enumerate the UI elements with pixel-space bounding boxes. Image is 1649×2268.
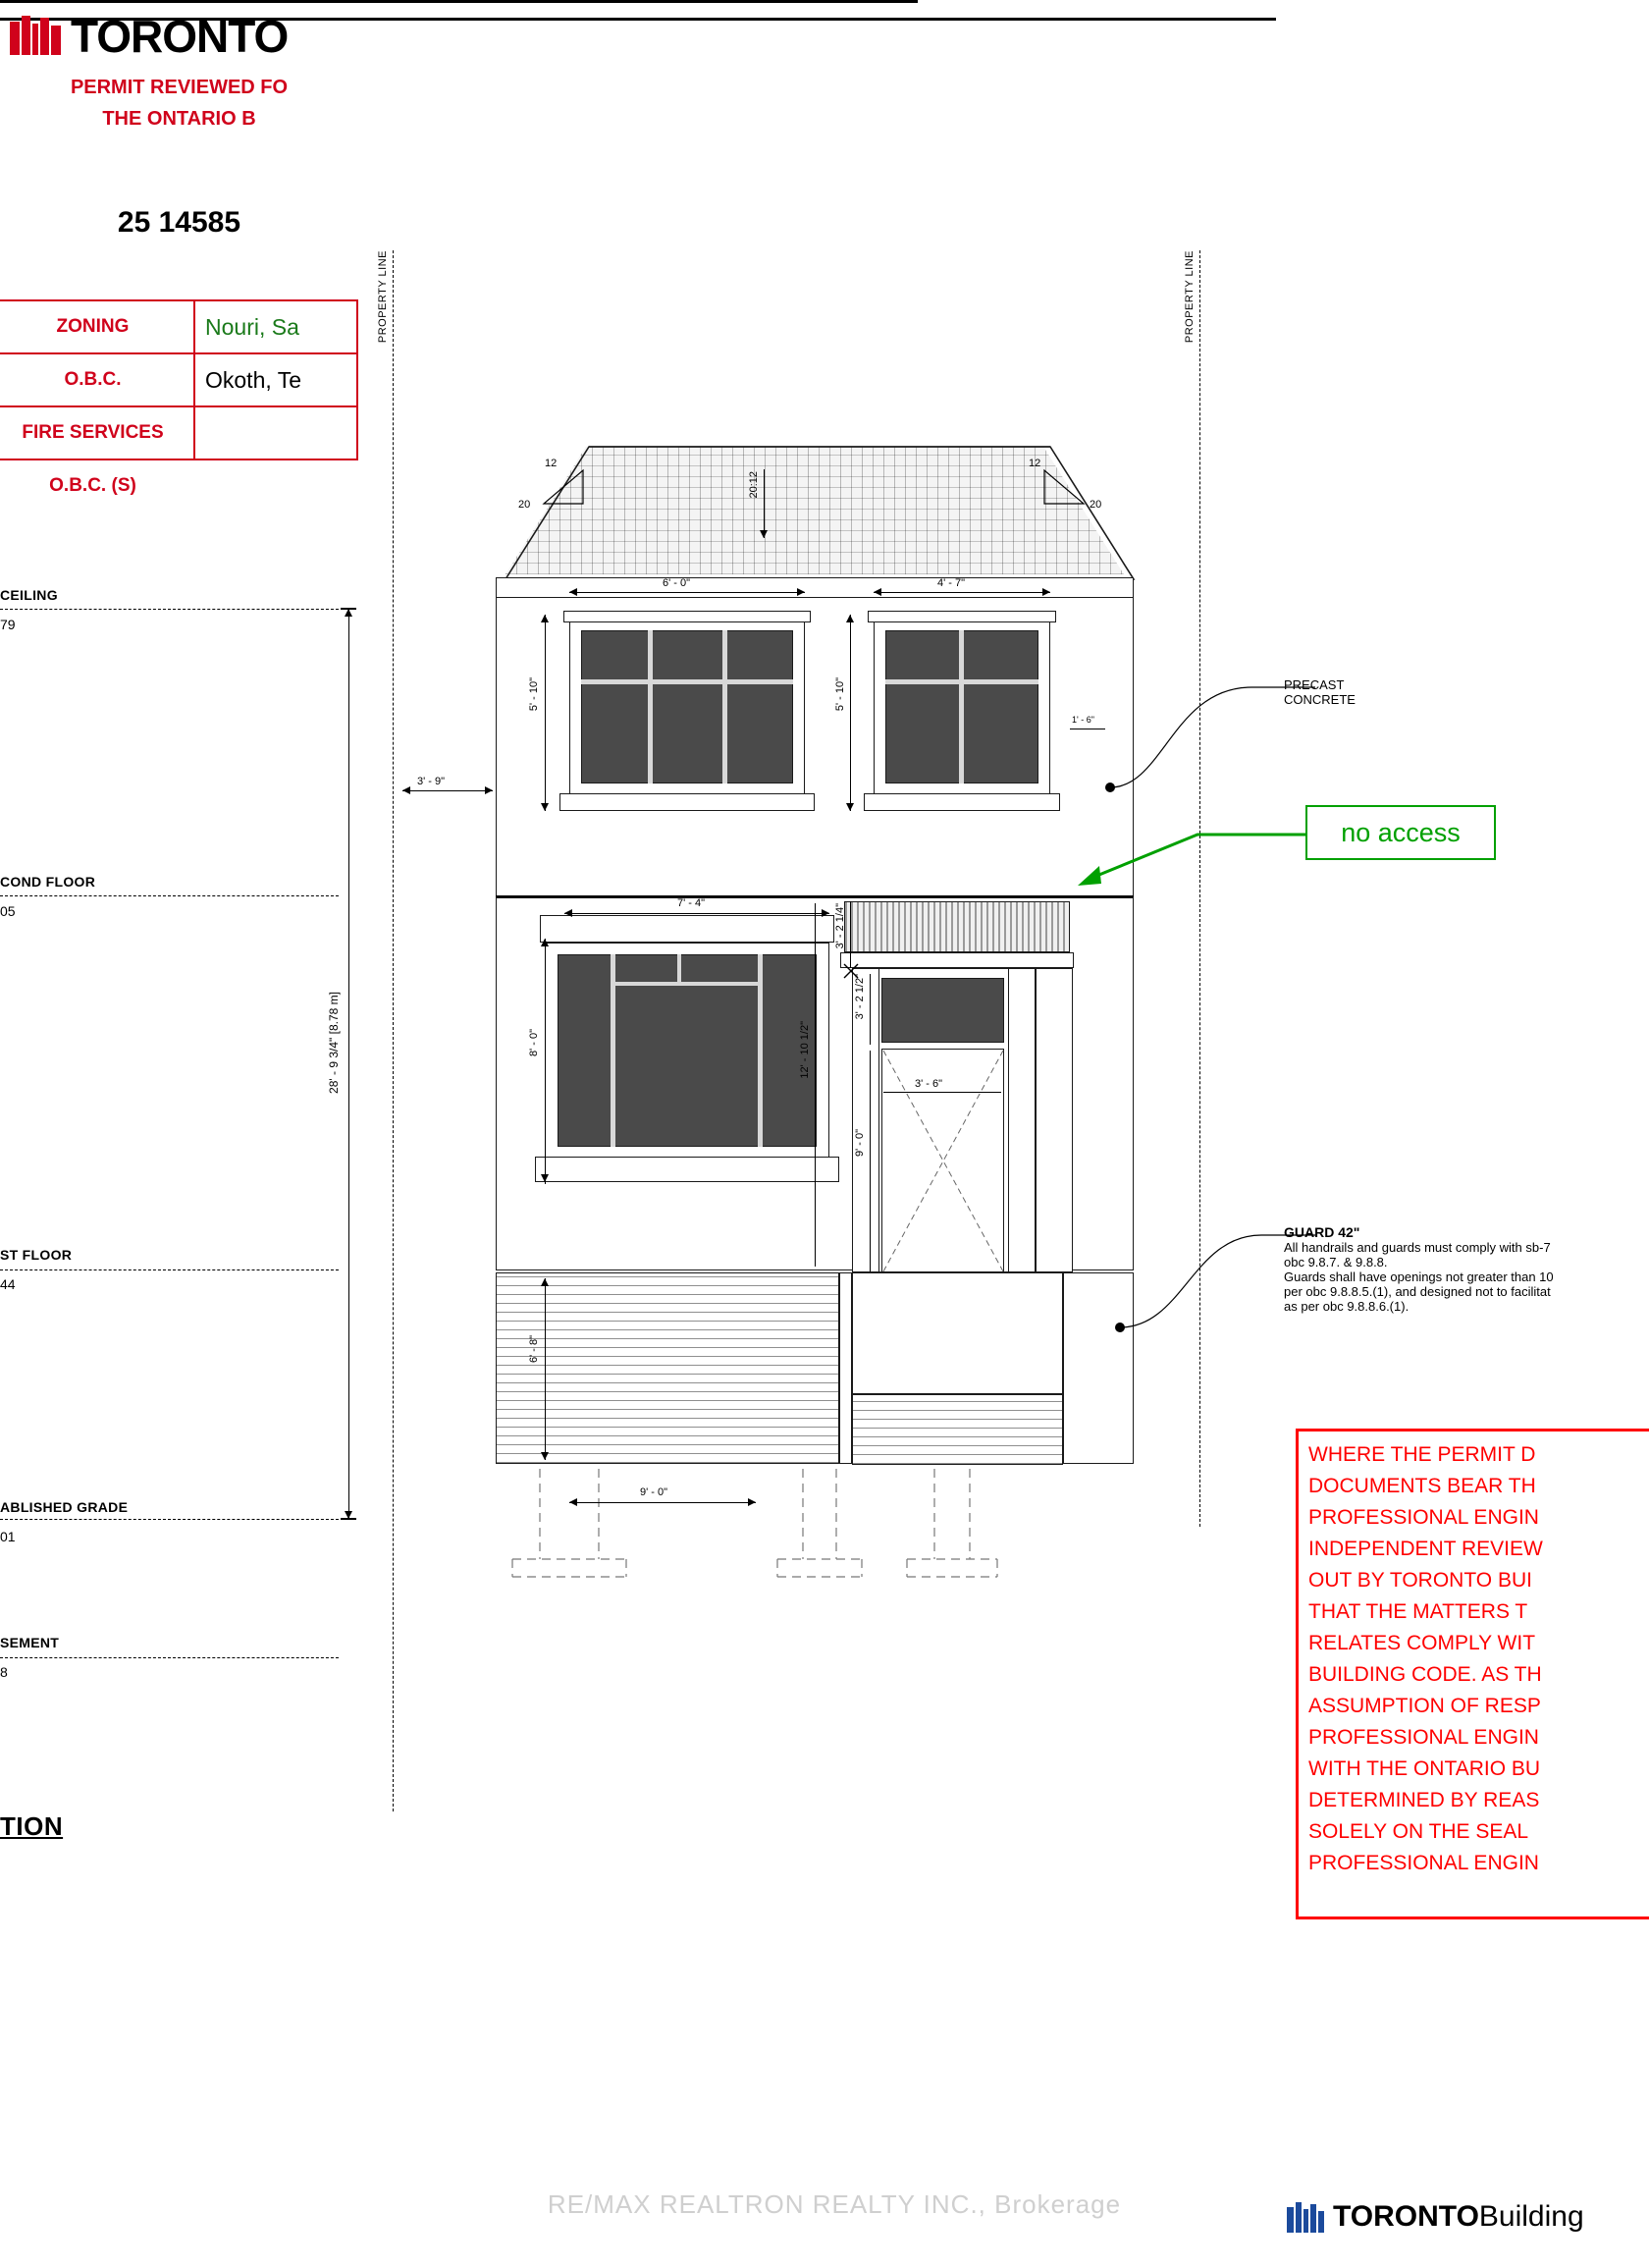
- level-value-basement: 8: [0, 1664, 8, 1680]
- dim-upper-left-height-arrow-u: [541, 615, 549, 622]
- roof-pitch-left-run: 20: [518, 499, 531, 511]
- window-upper-right-header: [868, 611, 1056, 622]
- dim-upper-left-width-text: 6' - 0": [663, 577, 691, 589]
- toronto-building-logo-icon: [1286, 2199, 1325, 2235]
- window-main-mullion-h: [611, 982, 763, 986]
- roof-pitch-right-rise: 12: [1029, 458, 1041, 469]
- toronto-logo-icon: [8, 12, 65, 57]
- footer-brand-bold: TORONTO: [1333, 2200, 1479, 2233]
- dim-upper-right-height-arrow-u: [846, 615, 854, 622]
- level-line-first-floor: [0, 1269, 339, 1270]
- disclaimer-line-10: PROFESSIONAL ENGIN: [1308, 1726, 1539, 1749]
- level-line-basement: [0, 1657, 339, 1658]
- dim-main-window-height-arrow-u: [541, 939, 549, 946]
- dim-base-height-text: 6' - 8": [528, 1335, 540, 1364]
- guard-callout: [1284, 1225, 1647, 1314]
- dim-upper-right-width-text: 4' - 7": [937, 577, 966, 589]
- stamp-row-zoning-value: Nouri, Sa: [194, 300, 357, 353]
- permit-disclaimer-box: [1296, 1429, 1649, 1919]
- dim-first-floor-height-text: 12' - 10 1/2": [799, 1021, 811, 1079]
- dim-main-window-height-arrow-d: [541, 1174, 549, 1182]
- level-label-ceiling: CEILING: [0, 587, 58, 603]
- disclaimer-line-8: BUILDING CODE. AS TH: [1308, 1663, 1542, 1686]
- level-value-ceiling: 79: [0, 617, 16, 632]
- dim-base-height-arrow-d: [541, 1452, 549, 1460]
- dim-upper-right-height-line: [850, 615, 851, 811]
- dim-door-height-line: [870, 1051, 871, 1271]
- dim-foundation-width-text: 9' - 0": [640, 1486, 668, 1498]
- precast-callout-line2: CONCRETE: [1284, 692, 1356, 707]
- window-upper-left-sill: [559, 793, 815, 811]
- dim-door-height-text: 9' - 0": [854, 1129, 866, 1158]
- window-upper-right-mullion-v: [959, 630, 964, 783]
- overall-height-dim-line: [348, 609, 349, 1519]
- window-upper-left-mullion-h: [581, 679, 793, 684]
- porch-steps: [852, 1394, 1063, 1465]
- dim-upper-right-width-arrow-r: [1042, 588, 1050, 596]
- level-label-established-grade: ABLISHED GRADE: [0, 1499, 129, 1515]
- overall-height-tick-top: [341, 608, 356, 610]
- disclaimer-line-6: THAT THE MATTERS T: [1308, 1600, 1528, 1623]
- roof-outline: [501, 442, 1139, 589]
- guard-callout-line5: as per obc 9.8.8.6.(1).: [1284, 1299, 1410, 1314]
- no-access-leader-arrow: [1070, 805, 1315, 913]
- dim-band-height-text: 3' - 2 1/4": [834, 903, 846, 949]
- brokerage-watermark: RE/MAX REALTRON REALTY INC., Brokerage: [547, 2189, 1122, 2219]
- roof-slope-center-text: 20:12: [748, 471, 760, 499]
- dim-upper-left-height-line: [545, 615, 546, 811]
- dim-upper-left-width-arrow-r: [797, 588, 805, 596]
- dim-base-height-line: [545, 1278, 546, 1460]
- level-value-established-grade: 01: [0, 1529, 16, 1544]
- dim-setback-arrow-l: [402, 786, 410, 794]
- drawing-title: TION: [0, 1811, 64, 1841]
- dim-upper-right-height-text: 5' - 10": [834, 677, 846, 712]
- overall-height-tick-bottom: [341, 1518, 356, 1520]
- permit-stamp: [0, 3, 358, 1967]
- main-window-head-trim: [540, 915, 834, 943]
- stamp-row-obcs-label: O.B.C. (S): [0, 459, 194, 512]
- dim-upper-left-width-line: [569, 592, 805, 593]
- overall-height-dim-text: 28' - 9 3/4" [8.78 m]: [327, 992, 341, 1094]
- dim-door-width-line: [883, 1092, 1001, 1093]
- dim-upper-right-width-line: [874, 592, 1050, 593]
- window-upper-left-header: [563, 611, 811, 622]
- entry-outer-pilaster: [1036, 968, 1073, 1272]
- entry-right-pilaster: [1008, 968, 1036, 1272]
- foundation-dashed-outline: [491, 1469, 1139, 1579]
- dim-main-window-height-line: [545, 939, 546, 1184]
- dim-main-window-width-arrow-l: [564, 909, 572, 917]
- roof-pitch-triangle-left: [540, 466, 587, 508]
- stamp-row-zoning-label: ZONING: [0, 300, 194, 353]
- dim-upper-left-height-text: 5' - 10": [528, 677, 540, 712]
- window-main-sill: [535, 1157, 839, 1182]
- level-line-established-grade: [0, 1519, 339, 1520]
- precast-callout: [1284, 677, 1356, 707]
- disclaimer-line-3: PROFESSIONAL ENGIN: [1308, 1506, 1539, 1529]
- dim-main-window-width-text: 7' - 4": [677, 897, 706, 909]
- level-value-second-floor: 05: [0, 903, 16, 919]
- level-label-first-floor: ST FLOOR: [0, 1247, 73, 1263]
- table-row: [0, 406, 357, 459]
- footer-brand-light: Building: [1478, 2200, 1584, 2233]
- table-row: [0, 353, 357, 406]
- no-access-label: no access: [1341, 817, 1461, 847]
- footer-brand-text: [1333, 2200, 1584, 2234]
- dim-upper-left-width-arrow-l: [569, 588, 577, 596]
- base-siding-left: [496, 1272, 839, 1464]
- guard-callout-line1: All handrails and guards must comply with sb-7: [1284, 1240, 1551, 1255]
- door-transom-glass: [881, 978, 1004, 1043]
- toronto-building-footer: [1286, 2199, 1584, 2235]
- disclaimer-line-4: INDEPENDENT REVIEW: [1308, 1538, 1543, 1560]
- stamp-row-obc-label: O.B.C.: [0, 353, 194, 406]
- precast-callout-line1: PRECAST: [1284, 677, 1345, 692]
- dim-base-height-arrow-u: [541, 1278, 549, 1286]
- property-line-left: [393, 250, 394, 1811]
- dim-band-height-line: [850, 901, 851, 968]
- level-label-basement: SEMENT: [0, 1635, 60, 1650]
- table-row: [0, 300, 357, 353]
- permit-reviewed-line2: THE ONTARIO B: [102, 108, 256, 130]
- window-upper-left-glass: [581, 630, 793, 783]
- toronto-wordmark: TORONTO: [71, 11, 289, 62]
- guard-callout-line3: Guards shall have openings not greater than 10: [1284, 1269, 1554, 1284]
- dim-precast-projection-text: 1' - 6": [1072, 715, 1094, 725]
- disclaimer-line-14: PROFESSIONAL ENGIN: [1308, 1852, 1539, 1874]
- property-line-right-label: PROPERTY LINE: [1184, 250, 1196, 344]
- permit-approval-table: [0, 299, 358, 512]
- stamp-row-obcs-value: [194, 459, 357, 512]
- window-main-mullion-v3: [677, 954, 681, 984]
- roof-pitch-left-rise: 12: [545, 458, 558, 469]
- level-line-second-floor: [0, 895, 339, 896]
- stamp-row-fire-value: [194, 406, 357, 459]
- disclaimer-line-2: DOCUMENTS BEAR TH: [1308, 1475, 1536, 1497]
- disclaimer-line-9: ASSUMPTION OF RESP: [1308, 1695, 1541, 1717]
- dim-main-window-height-text: 8' - 0": [528, 1029, 540, 1057]
- dim-upper-right-height-arrow-d: [846, 803, 854, 811]
- window-upper-left-mullion-v2: [722, 630, 727, 783]
- dim-foundation-width-line: [569, 1502, 756, 1503]
- dim-door-transom-line: [870, 974, 871, 1045]
- dim-setback-arrow-r: [485, 786, 493, 794]
- window-upper-left-mullion-v1: [648, 630, 653, 783]
- disclaimer-line-5: OUT BY TORONTO BUI: [1308, 1569, 1532, 1592]
- guard-callout-line4: per obc 9.8.8.5.(1), and designed not to facilitat: [1284, 1284, 1551, 1299]
- level-line-ceiling: [0, 609, 339, 610]
- dim-upper-right-width-arrow-l: [874, 588, 881, 596]
- precast-band-sill: [840, 952, 1074, 968]
- window-upper-right-sill: [864, 793, 1060, 811]
- dim-setback-text: 3' - 9": [417, 776, 446, 787]
- level-value-first-floor: 44: [0, 1276, 16, 1292]
- roof-slope-arrow-line: [764, 469, 765, 538]
- disclaimer-line-11: WITH THE ONTARIO BU: [1308, 1757, 1541, 1780]
- disclaimer-line-12: DETERMINED BY REAS: [1308, 1789, 1540, 1811]
- disclaimer-line-7: RELATES COMPLY WIT: [1308, 1632, 1536, 1654]
- dim-setback-line: [402, 790, 493, 791]
- dim-foundation-width-arrow-r: [748, 1498, 756, 1506]
- no-access-annotation: [1305, 805, 1496, 860]
- roof-fascia-band: [496, 577, 1134, 599]
- roof-pitch-triangle-right: [1040, 466, 1088, 508]
- permit-number: 25 14585: [117, 206, 241, 239]
- level-label-second-floor: COND FLOOR: [0, 874, 96, 890]
- dim-door-width-text: 3' - 6": [915, 1078, 943, 1090]
- roof-pitch-right-run: 20: [1090, 499, 1102, 511]
- property-line-left-label: PROPERTY LINE: [377, 250, 389, 344]
- dim-foundation-width-arrow-l: [569, 1498, 577, 1506]
- disclaimer-line-1: WHERE THE PERMIT D: [1308, 1443, 1536, 1466]
- stamp-row-fire-label: FIRE SERVICES: [0, 406, 194, 459]
- dim-upper-left-height-arrow-d: [541, 803, 549, 811]
- table-row: [0, 459, 357, 512]
- dim-door-transom-text: 3' - 2 1/2": [854, 974, 866, 1020]
- porch-face: [852, 1272, 1063, 1394]
- guard-callout-title: GUARD 42": [1284, 1224, 1360, 1240]
- permit-reviewed-line1: PERMIT REVIEWED FO: [70, 77, 289, 98]
- dim-main-window-width-arrow-r: [822, 909, 829, 917]
- base-wall-center: [839, 1272, 852, 1464]
- roof-slope-arrow-head: [760, 530, 768, 538]
- precast-band: [844, 901, 1070, 952]
- front-elevation-drawing: [491, 432, 1139, 1522]
- stamp-row-obc-value: Okoth, Te: [194, 353, 357, 406]
- dim-main-window-width-line: [564, 913, 829, 914]
- overall-height-arrow-top: [345, 609, 352, 617]
- disclaimer-line-13: SOLELY ON THE SEAL: [1308, 1820, 1529, 1843]
- guard-callout-line2: obc 9.8.7. & 9.8.8.: [1284, 1255, 1388, 1269]
- door-swing-indicator: [881, 1049, 1005, 1273]
- dim-first-floor-height-line: [815, 903, 816, 1267]
